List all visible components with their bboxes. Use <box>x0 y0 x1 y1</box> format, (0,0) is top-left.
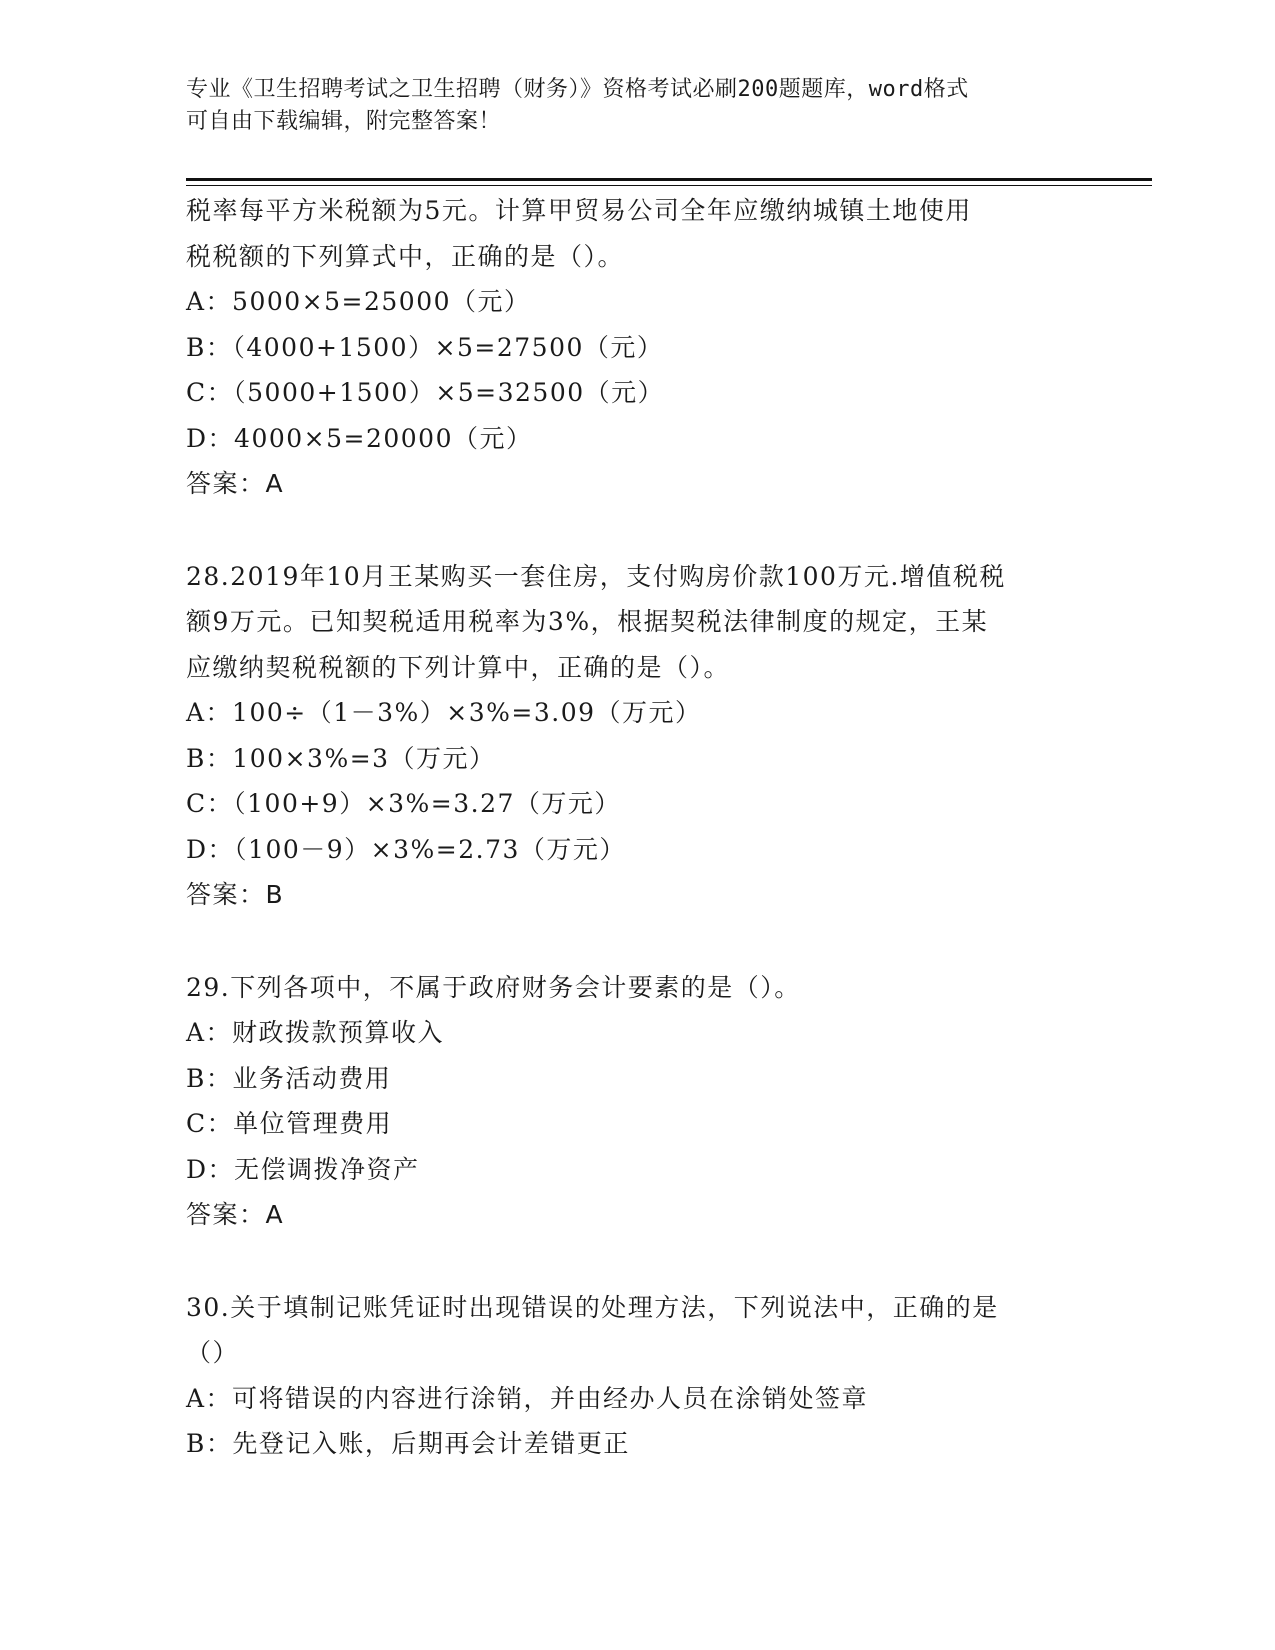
option-b: B：业务活动费用 <box>186 1063 392 1093</box>
option-d: D：（100－9）×3%=2.73（万元） <box>186 834 626 864</box>
option-b: B：先登记入账，后期再会计差错更正 <box>186 1429 630 1458</box>
question-stem: 29.下列各项中，不属于政府财务会计要素的是（）。 <box>186 972 801 1002</box>
option-d: D：无偿调拨净资产 <box>186 1154 420 1184</box>
answer: 答案：B <box>186 880 285 909</box>
question-27 <box>186 188 1086 507</box>
question-29 <box>186 965 1086 1238</box>
question-stem: 应缴纳契税税额的下列计算中，正确的是（）。 <box>186 652 731 682</box>
question-30 <box>186 1285 1086 1467</box>
answer: 答案：A <box>186 1200 285 1229</box>
question-stem: 税税额的下列算式中，正确的是（）。 <box>186 241 625 271</box>
option-a: A：100÷（1－3%）×3%=3.09（万元） <box>186 698 702 727</box>
option-d: D：4000×5=20000（元） <box>186 423 533 453</box>
question-stem: 28.2019年10月王某购买一套住房，支付购房价款100万元.增值税税 <box>186 561 1006 591</box>
document-body <box>186 188 1086 1467</box>
spacer <box>186 507 1086 554</box>
question-stem: 税率每平方米税额为5元。计算甲贸易公司全年应缴纳城镇土地使用 <box>186 196 972 225</box>
answer: 答案：A <box>186 469 285 498</box>
option-b: B：100×3%=3（万元） <box>186 743 496 773</box>
question-stem: 30.关于填制记账凭证时出现错误的处理方法，下列说法中，正确的是 <box>186 1292 999 1322</box>
question-28 <box>186 554 1086 918</box>
option-a: A：财政拨款预算收入 <box>186 1018 445 1047</box>
option-c: C：单位管理费用 <box>186 1109 393 1138</box>
header-rule-thick <box>186 178 1152 181</box>
option-a: A：5000×5=25000（元） <box>186 287 531 316</box>
question-stem: （） <box>186 1338 240 1367</box>
header-subtitle-line: 可自由下载编辑，附完整答案！ <box>186 109 502 134</box>
header-title-line: 专业《卫生招聘考试之卫生招聘（财务）》资格考试必刷200题题库，word格式 <box>186 77 969 102</box>
spacer <box>186 918 1086 965</box>
option-c: C：（100+9）×3%=3.27（万元） <box>186 789 621 818</box>
option-a: A：可将错误的内容进行涂销，并由经办人员在涂销处签章 <box>186 1383 869 1413</box>
option-b: B：（4000+1500）×5=27500（元） <box>186 332 664 362</box>
question-stem: 额9万元。已知契税适用税率为3%，根据契税法律制度的规定，王某 <box>186 607 989 636</box>
spacer <box>186 1238 1086 1285</box>
header-rule-thin <box>186 185 1152 186</box>
option-c: C：（5000+1500）×5=32500（元） <box>186 378 665 407</box>
document-header <box>186 74 1086 138</box>
